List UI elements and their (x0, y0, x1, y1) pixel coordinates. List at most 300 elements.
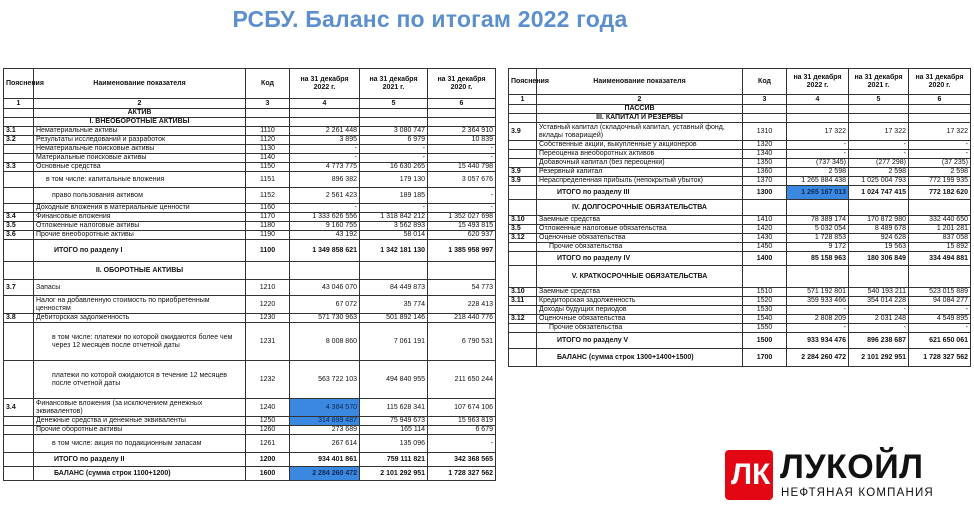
row-note (4, 204, 34, 213)
col-2020-header: на 31 декабря 2020 г. (909, 69, 971, 95)
row-value-2020: - (909, 324, 971, 333)
table-row (4, 204, 496, 213)
row-value-2021: 2 031 248 (849, 315, 909, 324)
col-index: 6 (909, 95, 971, 105)
table-row (509, 306, 971, 315)
row-name: БАЛАНС (сумма строк 1300+1400+1500) (537, 349, 743, 367)
row-value-2022: 1 728 853 (787, 234, 849, 243)
row-note (4, 361, 34, 399)
table-row (4, 154, 496, 163)
col-name-header: Наименование показателя (537, 69, 743, 95)
row-value-2022: - (290, 204, 360, 213)
row-value-2020: - (428, 145, 496, 154)
row-note (509, 243, 537, 252)
col-index: 6 (428, 99, 496, 109)
row-name: Запасы (34, 280, 246, 296)
row-value-2021: 17 322 (849, 123, 909, 141)
row-value-2021: - (849, 141, 909, 150)
row-code: 1550 (743, 324, 787, 333)
row-value-2022: 78 389 174 (787, 216, 849, 225)
table-row (509, 150, 971, 159)
row-name: в том числе: платежи по которой ожидаются более чем через 12 месяцев после отчетной даты (34, 323, 246, 361)
row-value-2020: 837 058 (909, 234, 971, 243)
section-heading: II. ОБОРОТНЫЕ АКТИВЫ (34, 262, 246, 280)
row-note (509, 324, 537, 333)
row-code: 1220 (246, 296, 290, 314)
row-value-2022: - (290, 154, 360, 163)
row-value-2020: 621 650 061 (909, 333, 971, 349)
row-value-2022: 1 265 167 013 (787, 186, 849, 200)
table-row (4, 417, 496, 426)
table-row (509, 177, 971, 186)
row-note: 3.2 (4, 136, 34, 145)
table-row (4, 172, 496, 188)
row-value-2020: 342 368 565 (428, 453, 496, 467)
table-row (4, 163, 496, 172)
row-code: 1120 (246, 136, 290, 145)
row-name: Прочие внеоборотные активы (34, 231, 246, 240)
col-2021-header: на 31 декабря 2021 г. (360, 69, 428, 99)
row-value-2021: - (360, 145, 428, 154)
row-value-2021: 7 061 191 (360, 323, 428, 361)
row-name: Дебиторская задолженность (34, 314, 246, 323)
col-code-header: Код (246, 69, 290, 99)
row-value-2020: 4 549 895 (909, 315, 971, 324)
row-value-2020: 15 963 819 (428, 417, 496, 426)
row-note: 3.9 (509, 168, 537, 177)
row-value-2022: 359 933 466 (787, 297, 849, 306)
table-row (4, 399, 496, 417)
row-value-2022: 17 322 (787, 123, 849, 141)
row-name: Отложенные налоговые активы (34, 222, 246, 231)
row-note (4, 240, 34, 262)
col-note-header: Пояснения (509, 69, 537, 95)
row-note: 3.5 (4, 222, 34, 231)
row-code: 1250 (246, 417, 290, 426)
row-value-2021: 8 489 678 (849, 225, 909, 234)
row-value-2021: 2 101 292 951 (360, 467, 428, 481)
row-value-2020: 772 199 935 (909, 177, 971, 186)
row-value-2022: 933 934 476 (787, 333, 849, 349)
row-name: в том числе: капитальные вложения (34, 172, 246, 188)
table-row (509, 159, 971, 168)
table-row (4, 280, 496, 296)
row-value-2022: 2 284 260 472 (290, 467, 360, 481)
row-value-2021: 3 080 747 (360, 127, 428, 136)
table-row (509, 349, 971, 367)
row-value-2020: - (909, 141, 971, 150)
row-note: 3.3 (4, 163, 34, 172)
row-value-2022: 896 382 (290, 172, 360, 188)
col-note-header: Пояснения (4, 69, 34, 99)
lukoil-logo (725, 450, 965, 510)
row-value-2022: 934 401 861 (290, 453, 360, 467)
row-value-2021: 3 562 893 (360, 222, 428, 231)
row-name: Финансовые вложения (34, 213, 246, 222)
row-note (4, 154, 34, 163)
row-value-2020: 1 201 281 (909, 225, 971, 234)
section-row (509, 266, 971, 288)
row-note: 3.9 (509, 123, 537, 141)
table-row (509, 141, 971, 150)
row-value-2021: 6 979 (360, 136, 428, 145)
row-value-2020: 772 182 620 (909, 186, 971, 200)
row-value-2021: 540 193 211 (849, 288, 909, 297)
row-value-2022: 314 899 487 (290, 417, 360, 426)
row-value-2022: 2 261 448 (290, 127, 360, 136)
table-row (4, 296, 496, 314)
table-row (509, 243, 971, 252)
row-value-2021: 35 774 (360, 296, 428, 314)
row-value-2020: 218 440 776 (428, 314, 496, 323)
row-note: 3.12 (509, 234, 537, 243)
row-value-2020: 15 892 (909, 243, 971, 252)
col-index: 3 (743, 95, 787, 105)
row-value-2020: 2 598 (909, 168, 971, 177)
row-note: 3.12 (509, 315, 537, 324)
row-name: ИТОГО по разделу IV (537, 252, 743, 266)
row-name: Собственные акции, выкупленные у акционеров (537, 141, 743, 150)
row-name: в том числе: акция по подакционным запасам (34, 435, 246, 453)
row-value-2021: 1 024 747 415 (849, 186, 909, 200)
row-note (4, 323, 34, 361)
row-note (4, 467, 34, 481)
lukoil-emblem-icon: ЛК (725, 450, 773, 500)
table-row (509, 234, 971, 243)
row-note (4, 453, 34, 467)
row-value-2022: 67 072 (290, 296, 360, 314)
table-row (509, 123, 971, 141)
row-value-2020: - (428, 188, 496, 204)
row-value-2020: 211 650 244 (428, 361, 496, 399)
row-name: БАЛАНС (сумма строк 1100+1200) (34, 467, 246, 481)
section-row (509, 200, 971, 216)
table-row (509, 297, 971, 306)
table-row (509, 168, 971, 177)
section-heading: V. КРАТКОСРОЧНЫЕ ОБЯЗАТЕЛЬСТВА (537, 266, 743, 288)
table-row (509, 216, 971, 225)
row-value-2021: 58 014 (360, 231, 428, 240)
row-code: 1261 (246, 435, 290, 453)
row-code: 1130 (246, 145, 290, 154)
table-row (4, 222, 496, 231)
row-value-2021: 896 238 687 (849, 333, 909, 349)
row-value-2022: - (787, 141, 849, 150)
row-value-2020: 523 015 889 (909, 288, 971, 297)
row-code: 1370 (743, 177, 787, 186)
row-value-2022: 43 192 (290, 231, 360, 240)
row-name: Прочие обязательства (537, 243, 743, 252)
row-note (509, 349, 537, 367)
row-name: Отложенные налоговые обязательства (537, 225, 743, 234)
row-name: Доходы будущих периодов (537, 306, 743, 315)
row-value-2021: 179 130 (360, 172, 428, 188)
table-row (4, 188, 496, 204)
row-value-2022: (737 345) (787, 159, 849, 168)
table-row (4, 426, 496, 435)
row-code: 1430 (743, 234, 787, 243)
row-note (4, 145, 34, 154)
row-code: 1300 (743, 186, 787, 200)
row-name: Нераспределенная прибыль (непокрытый убыток) (537, 177, 743, 186)
row-code: 1170 (246, 213, 290, 222)
row-value-2021: 165 114 (360, 426, 428, 435)
row-name: Финансовые вложения (за исключением денежных эквивалентов) (34, 399, 246, 417)
row-name: Материальные поисковые активы (34, 154, 246, 163)
row-value-2021: 180 306 849 (849, 252, 909, 266)
row-code: 1500 (743, 333, 787, 349)
row-note (4, 296, 34, 314)
logo-subtitle: НЕФТЯНАЯ КОМПАНИЯ (781, 487, 934, 499)
asset-title: АКТИВ (34, 109, 246, 118)
row-value-2022: 9 160 755 (290, 222, 360, 231)
row-note: 3.10 (509, 216, 537, 225)
row-value-2021: 75 949 673 (360, 417, 428, 426)
row-code: 1400 (743, 252, 787, 266)
row-value-2020: 228 413 (428, 296, 496, 314)
row-code: 1110 (246, 127, 290, 136)
row-note: 3.9 (509, 177, 537, 186)
col-code-header: Код (743, 69, 787, 95)
row-value-2020: - (428, 435, 496, 453)
table-row (4, 435, 496, 453)
row-name: право пользования активом (34, 188, 246, 204)
row-name: Заемные средства (537, 288, 743, 297)
row-value-2020: 54 773 (428, 280, 496, 296)
row-value-2022: 43 046 070 (290, 280, 360, 296)
row-value-2020: 15 493 815 (428, 222, 496, 231)
liability-title: ПАССИВ (537, 105, 743, 114)
row-value-2021: - (360, 204, 428, 213)
row-note: 3.6 (4, 231, 34, 240)
row-value-2021: 1 342 181 130 (360, 240, 428, 262)
section-row (4, 262, 496, 280)
col-index: 4 (290, 99, 360, 109)
row-value-2021: - (849, 150, 909, 159)
col-index: 5 (360, 99, 428, 109)
col-2021-header: на 31 декабря 2021 г. (849, 69, 909, 95)
row-note: 3.1 (4, 127, 34, 136)
col-index: 2 (537, 95, 743, 105)
row-code: 1150 (246, 163, 290, 172)
row-value-2022: 5 032 054 (787, 225, 849, 234)
row-value-2021: 494 840 955 (360, 361, 428, 399)
row-value-2021: 1 318 842 212 (360, 213, 428, 222)
row-value-2020: 1 352 027 698 (428, 213, 496, 222)
table-row (4, 361, 496, 399)
row-value-2020: 334 494 881 (909, 252, 971, 266)
row-value-2020: - (428, 204, 496, 213)
row-code: 1100 (246, 240, 290, 262)
liability-table (508, 68, 971, 367)
row-value-2021: 501 892 146 (360, 314, 428, 323)
row-code: 1520 (743, 297, 787, 306)
row-value-2021: 16 630 265 (360, 163, 428, 172)
table-row (4, 213, 496, 222)
row-code: 1152 (246, 188, 290, 204)
section-heading: IV. ДОЛГОСРОЧНЫЕ ОБЯЗАТЕЛЬСТВА (537, 200, 743, 216)
row-value-2021: 135 096 (360, 435, 428, 453)
row-value-2021: 354 014 228 (849, 297, 909, 306)
row-note: 3.7 (4, 280, 34, 296)
section-heading: I. ВНЕОБОРОТНЫЕ АКТИВЫ (34, 118, 246, 127)
row-value-2022: 9 172 (787, 243, 849, 252)
row-code: 1530 (743, 306, 787, 315)
row-name: Прочие обязательства (537, 324, 743, 333)
row-name: ИТОГО по разделу V (537, 333, 743, 349)
row-value-2020: (37 235) (909, 159, 971, 168)
row-value-2022: 2 561 423 (290, 188, 360, 204)
row-value-2022: 267 614 (290, 435, 360, 453)
row-value-2020: - (428, 154, 496, 163)
row-value-2021: - (849, 324, 909, 333)
row-value-2021: 2 598 (849, 168, 909, 177)
row-value-2022: 1 333 626 556 (290, 213, 360, 222)
row-name: Денежные средства и денежные эквиваленты (34, 417, 246, 426)
asset-table (3, 68, 496, 481)
row-value-2020: - (909, 150, 971, 159)
row-value-2021: 924 628 (849, 234, 909, 243)
section-heading: III. КАПИТАЛ И РЕЗЕРВЫ (537, 114, 743, 123)
row-value-2020: 6 679 (428, 426, 496, 435)
row-note: 3.10 (509, 288, 537, 297)
col-2022-header: на 31 декабря 2022 г. (787, 69, 849, 95)
row-note: 3.4 (4, 213, 34, 222)
row-code: 1700 (743, 349, 787, 367)
row-note: 3.4 (4, 399, 34, 417)
row-name: Уставный капитал (складочный капитал, уставный фонд, вклады товарищей) (537, 123, 743, 141)
row-note: 3.8 (4, 314, 34, 323)
row-code: 1232 (246, 361, 290, 399)
row-value-2021: 2 101 292 951 (849, 349, 909, 367)
table-row (4, 314, 496, 323)
row-value-2020: - (909, 306, 971, 315)
row-code: 1210 (246, 280, 290, 296)
table-row (509, 288, 971, 297)
col-index: 2 (34, 99, 246, 109)
row-value-2020: 17 322 (909, 123, 971, 141)
row-code: 1230 (246, 314, 290, 323)
row-value-2020: 620 937 (428, 231, 496, 240)
row-name: Налог на добавленную стоимость по приобретенным ценностям (34, 296, 246, 314)
row-value-2022: - (787, 150, 849, 159)
row-name: ИТОГО по разделу II (34, 453, 246, 467)
col-index: 3 (246, 99, 290, 109)
row-value-2020: 6 790 531 (428, 323, 496, 361)
row-value-2020: 10 839 (428, 136, 496, 145)
row-note (509, 306, 537, 315)
row-value-2021: - (849, 306, 909, 315)
row-value-2020: 332 440 650 (909, 216, 971, 225)
row-note (4, 188, 34, 204)
table-row (509, 225, 971, 234)
row-name: Оценочные обязательства (537, 234, 743, 243)
row-note: 3.5 (509, 225, 537, 234)
row-value-2021: 84 449 873 (360, 280, 428, 296)
col-2020-header: на 31 декабря 2020 г. (428, 69, 496, 99)
row-name: Основные средства (34, 163, 246, 172)
row-value-2022: - (787, 324, 849, 333)
row-value-2022: 273 689 (290, 426, 360, 435)
row-value-2021: - (360, 154, 428, 163)
row-note: 3.11 (509, 297, 537, 306)
col-index: 1 (509, 95, 537, 105)
table-row (509, 186, 971, 200)
row-code: 1240 (246, 399, 290, 417)
row-name: Нематериальные поисковые активы (34, 145, 246, 154)
row-code: 1160 (246, 204, 290, 213)
row-code: 1180 (246, 222, 290, 231)
row-value-2022: 2 808 209 (787, 315, 849, 324)
row-note (4, 417, 34, 426)
table-row (4, 145, 496, 154)
row-name: Оценочные обязательства (537, 315, 743, 324)
row-value-2020: 94 084 277 (909, 297, 971, 306)
table-row (4, 453, 496, 467)
table-row (509, 315, 971, 324)
row-name: Результаты исследований и разработок (34, 136, 246, 145)
row-value-2022: 4 773 775 (290, 163, 360, 172)
row-name: ИТОГО по разделу I (34, 240, 246, 262)
row-name: Прочие оборотные активы (34, 426, 246, 435)
row-note (509, 186, 537, 200)
row-value-2021: (277 298) (849, 159, 909, 168)
row-code: 1310 (743, 123, 787, 141)
row-name: Заемные средства (537, 216, 743, 225)
row-name: Нематериальные активы (34, 127, 246, 136)
row-note (509, 333, 537, 349)
row-value-2022: 563 722 103 (290, 361, 360, 399)
row-value-2022: 3 895 (290, 136, 360, 145)
row-code: 1320 (743, 141, 787, 150)
row-note (509, 252, 537, 266)
row-note (4, 435, 34, 453)
row-value-2021: 189 185 (360, 188, 428, 204)
col-index: 4 (787, 95, 849, 105)
row-note (4, 172, 34, 188)
row-code: 1420 (743, 225, 787, 234)
row-value-2021: 170 872 980 (849, 216, 909, 225)
col-index: 1 (4, 99, 34, 109)
col-2022-header: на 31 декабря 2022 г. (290, 69, 360, 99)
row-value-2021: 19 563 (849, 243, 909, 252)
row-value-2020: 1 728 327 562 (428, 467, 496, 481)
page-title: РСБУ. Баланс по итогам 2022 года (232, 6, 628, 32)
row-code: 1410 (743, 216, 787, 225)
row-name: Доходные вложения в материальные ценности (34, 204, 246, 213)
row-value-2021: 759 111 821 (360, 453, 428, 467)
table-row (509, 324, 971, 333)
row-value-2021: 1 025 004 793 (849, 177, 909, 186)
row-value-2022: 8 008 860 (290, 323, 360, 361)
row-code: 1140 (246, 154, 290, 163)
row-name: ИТОГО по разделу III (537, 186, 743, 200)
row-name: Резервный капитал (537, 168, 743, 177)
row-code: 1450 (743, 243, 787, 252)
table-row (4, 323, 496, 361)
row-code: 1190 (246, 231, 290, 240)
row-value-2022: 571 192 801 (787, 288, 849, 297)
row-code: 1350 (743, 159, 787, 168)
row-name: Добавочный капитал (без переоценки) (537, 159, 743, 168)
table-row (509, 252, 971, 266)
table-row (4, 136, 496, 145)
row-code: 1231 (246, 323, 290, 361)
col-index: 5 (849, 95, 909, 105)
row-value-2022: 2 284 260 472 (787, 349, 849, 367)
row-code: 1510 (743, 288, 787, 297)
row-value-2020: 15 440 798 (428, 163, 496, 172)
